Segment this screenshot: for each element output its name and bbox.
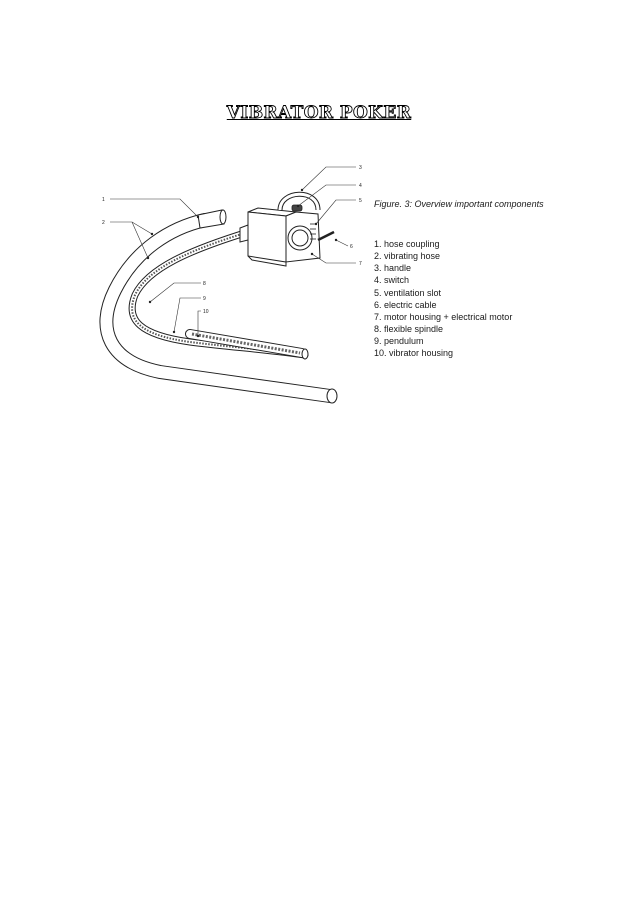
legend-item: 5. ventilation slot <box>374 287 442 298</box>
callout-number: 3 <box>359 165 362 171</box>
callout-number: 1 <box>102 197 105 203</box>
legend-item: 2. vibrating hose <box>374 251 441 262</box>
legend-item: 8. flexible spindle <box>374 324 444 335</box>
hose-coupling <box>198 210 226 228</box>
callout-number: 5 <box>359 198 362 204</box>
motor-housing <box>240 208 320 266</box>
legend-item: 9. pendulum <box>374 336 424 347</box>
legend-item: 6. electric cable <box>374 299 437 310</box>
callout-number: 6 <box>350 244 353 250</box>
legend-item: 4. switch <box>374 275 410 286</box>
electric-cable <box>318 232 334 240</box>
page-title: VIBRATOR POKER <box>226 103 412 123</box>
callout-number: 9 <box>203 296 206 302</box>
callout-number: 8 <box>203 281 206 287</box>
callout-number: 4 <box>359 183 362 189</box>
vibrator-poker-illustration <box>80 150 370 415</box>
component-legend <box>374 238 512 360</box>
callout-number: 7 <box>359 261 362 267</box>
component-figure <box>80 150 570 415</box>
callout-number: 2 <box>102 220 105 226</box>
legend-item: 7. motor housing + electrical motor <box>374 311 513 322</box>
legend-item: 10. vibrator housing <box>374 348 454 359</box>
callout-number: 10 <box>203 309 209 315</box>
vibrator-housing-end <box>327 389 337 403</box>
legend-item: 1. hose coupling <box>374 239 440 249</box>
figure-caption: Figure. 3: Overview important components <box>374 199 544 209</box>
legend-item: 3. handle <box>374 263 412 274</box>
